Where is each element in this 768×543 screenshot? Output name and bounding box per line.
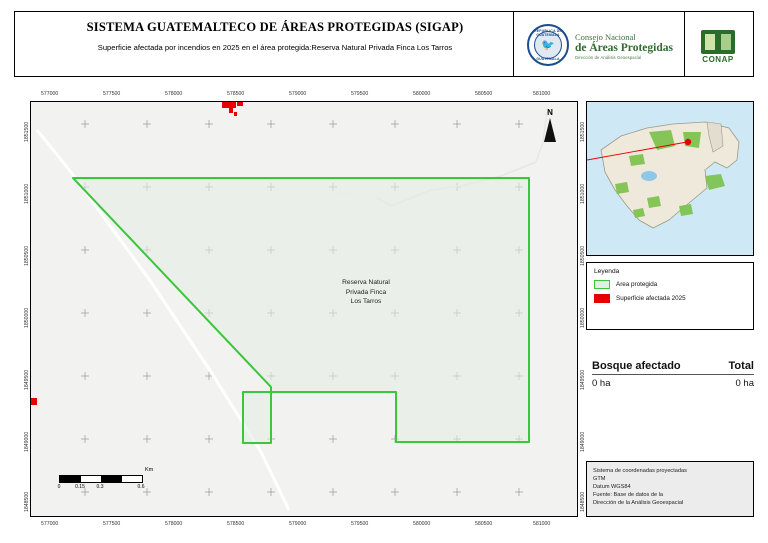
legend-label-superficie-afectada: Superficie afectada 2025 (616, 295, 686, 302)
scale-label-1: 0.15 (75, 484, 85, 490)
stats-label-total: Total (728, 360, 754, 372)
locator-inset-map[interactable] (586, 101, 754, 256)
scale-seg-2 (81, 476, 102, 482)
y-tick-left-0: 1851500 (24, 121, 30, 142)
y-tick-right-6: 1848500 (580, 491, 586, 512)
quetzal-bird-icon: 🐦 (541, 39, 555, 52)
x-tick-top-2: 578000 (165, 91, 183, 97)
stats-headers (592, 360, 754, 375)
x-tick-bottom-6: 580000 (413, 521, 431, 527)
north-arrow-icon (539, 108, 561, 142)
conap-line-3: Dirección de Análisis Geoespacial (575, 55, 642, 60)
x-tick-top-5: 579500 (351, 91, 369, 97)
x-tick-bottom-5: 579500 (351, 521, 369, 527)
map-graphic (31, 102, 577, 516)
legend-label-area-protegida: Area protegida (616, 281, 658, 288)
seal-bottom-text: GUATEMALA (536, 57, 560, 61)
seal-top-text: REPUBLICA DE GUATEMALA (534, 29, 562, 37)
header-divider-2 (684, 12, 685, 76)
stats-values (592, 375, 754, 389)
stats-value-bosque-afectado: 0 ha (592, 378, 611, 389)
metadata-line-5: Dirección de la Análisis Geoespacial (593, 500, 684, 506)
guatemala-seal-icon (527, 24, 569, 66)
y-tick-left-3: 1850000 (24, 307, 30, 328)
fire-area-marker-left (31, 398, 37, 405)
x-tick-top-8: 581000 (533, 91, 551, 97)
scale-label-2: 0.3 (96, 484, 104, 490)
x-tick-top-6: 580000 (413, 91, 431, 97)
y-tick-left-5: 1849000 (24, 431, 30, 452)
scale-bar-segments (59, 475, 143, 483)
protected-area-label-line-2: Privada Finca (345, 288, 387, 296)
north-arrow-shape (544, 118, 556, 142)
main-map-frame[interactable] (30, 101, 578, 517)
legend-title: Leyenda (594, 268, 620, 275)
protected-area-label (311, 278, 421, 307)
x-tick-bottom-7: 580500 (475, 521, 493, 527)
legend-panel (586, 262, 754, 330)
stats-label-bosque-afectado: Bosque afectado (592, 360, 681, 372)
x-tick-bottom-2: 578000 (165, 521, 183, 527)
x-tick-top-0: 577000 (41, 91, 59, 97)
x-tick-bottom-0: 577000 (41, 521, 59, 527)
y-tick-right-3: 1850000 (580, 307, 586, 328)
scale-seg-1 (60, 476, 81, 482)
poster-header (14, 11, 754, 77)
y-tick-right-5: 1849000 (580, 431, 586, 452)
conap-logo (695, 30, 741, 64)
conap-wordmark (575, 32, 679, 60)
x-tick-top-1: 577500 (103, 91, 121, 97)
conap-line-1: Consejo Nacional (575, 32, 636, 42)
y-tick-right-4: 1849500 (580, 369, 586, 390)
y-tick-left-2: 1850500 (24, 245, 30, 266)
header-divider-1 (513, 12, 514, 76)
scale-label-3: 0.6 (137, 484, 145, 490)
scale-bar-labels (59, 484, 179, 494)
conap-logo-label: CONAP (702, 55, 734, 64)
scale-bar (57, 467, 179, 494)
y-tick-left-4: 1849500 (24, 369, 30, 390)
x-tick-bottom-1: 577500 (103, 521, 121, 527)
x-tick-bottom-8: 581000 (533, 521, 551, 527)
y-tick-right-1: 1851000 (580, 183, 586, 204)
superficie-afectada-swatch-icon (594, 294, 610, 303)
y-tick-left-1: 1851000 (24, 183, 30, 204)
metadata-line-3: Datum WGS84 (593, 484, 631, 490)
page-title: SISTEMA GUATEMALTECO DE ÁREAS PROTEGIDAS (SIGAP) (86, 20, 464, 34)
locator-map-graphic (587, 102, 753, 255)
stats-panel (592, 360, 754, 389)
y-tick-right-2: 1850500 (580, 245, 586, 266)
area-protegida-swatch-icon (594, 280, 610, 289)
scale-seg-4 (122, 476, 143, 482)
x-tick-top-3: 578500 (227, 91, 245, 97)
conap-logo-icon (701, 30, 735, 54)
protected-area-label-line-3: Los Tarros (350, 298, 382, 305)
y-tick-right-0: 1851500 (580, 121, 586, 142)
metadata-panel (586, 461, 754, 517)
page-subtitle: Superficie afectada por incendios en 2025 en el área protegida:Reserva Natural Privada Finca Los Tarros (97, 43, 453, 52)
x-tick-bottom-3: 578500 (227, 521, 245, 527)
stats-value-total: 0 ha (735, 378, 754, 389)
legend-item-area-protegida (594, 280, 746, 289)
protected-area-label-line-1: Reserva Natural (342, 279, 390, 286)
legend-item-superficie-afectada (594, 294, 746, 303)
x-tick-bottom-4: 579000 (289, 521, 307, 527)
x-tick-top-4: 579000 (289, 91, 307, 97)
y-tick-left-6: 1848500 (24, 491, 30, 512)
metadata-line-1: Sistema de coordenadas proyectadas (593, 468, 687, 474)
scale-seg-3 (101, 476, 122, 482)
map-canvas[interactable] (31, 102, 577, 516)
north-arrow-label: N (547, 108, 553, 117)
metadata-line-4: Fuente: Base de datos de la (593, 492, 663, 498)
metadata-line-2: GTM (593, 476, 606, 482)
x-tick-top-7: 580500 (475, 91, 493, 97)
scale-unit-label: Km (145, 467, 154, 473)
conap-line-2: de Áreas Protegidas (575, 42, 673, 54)
scale-label-0: 0 (57, 484, 61, 490)
